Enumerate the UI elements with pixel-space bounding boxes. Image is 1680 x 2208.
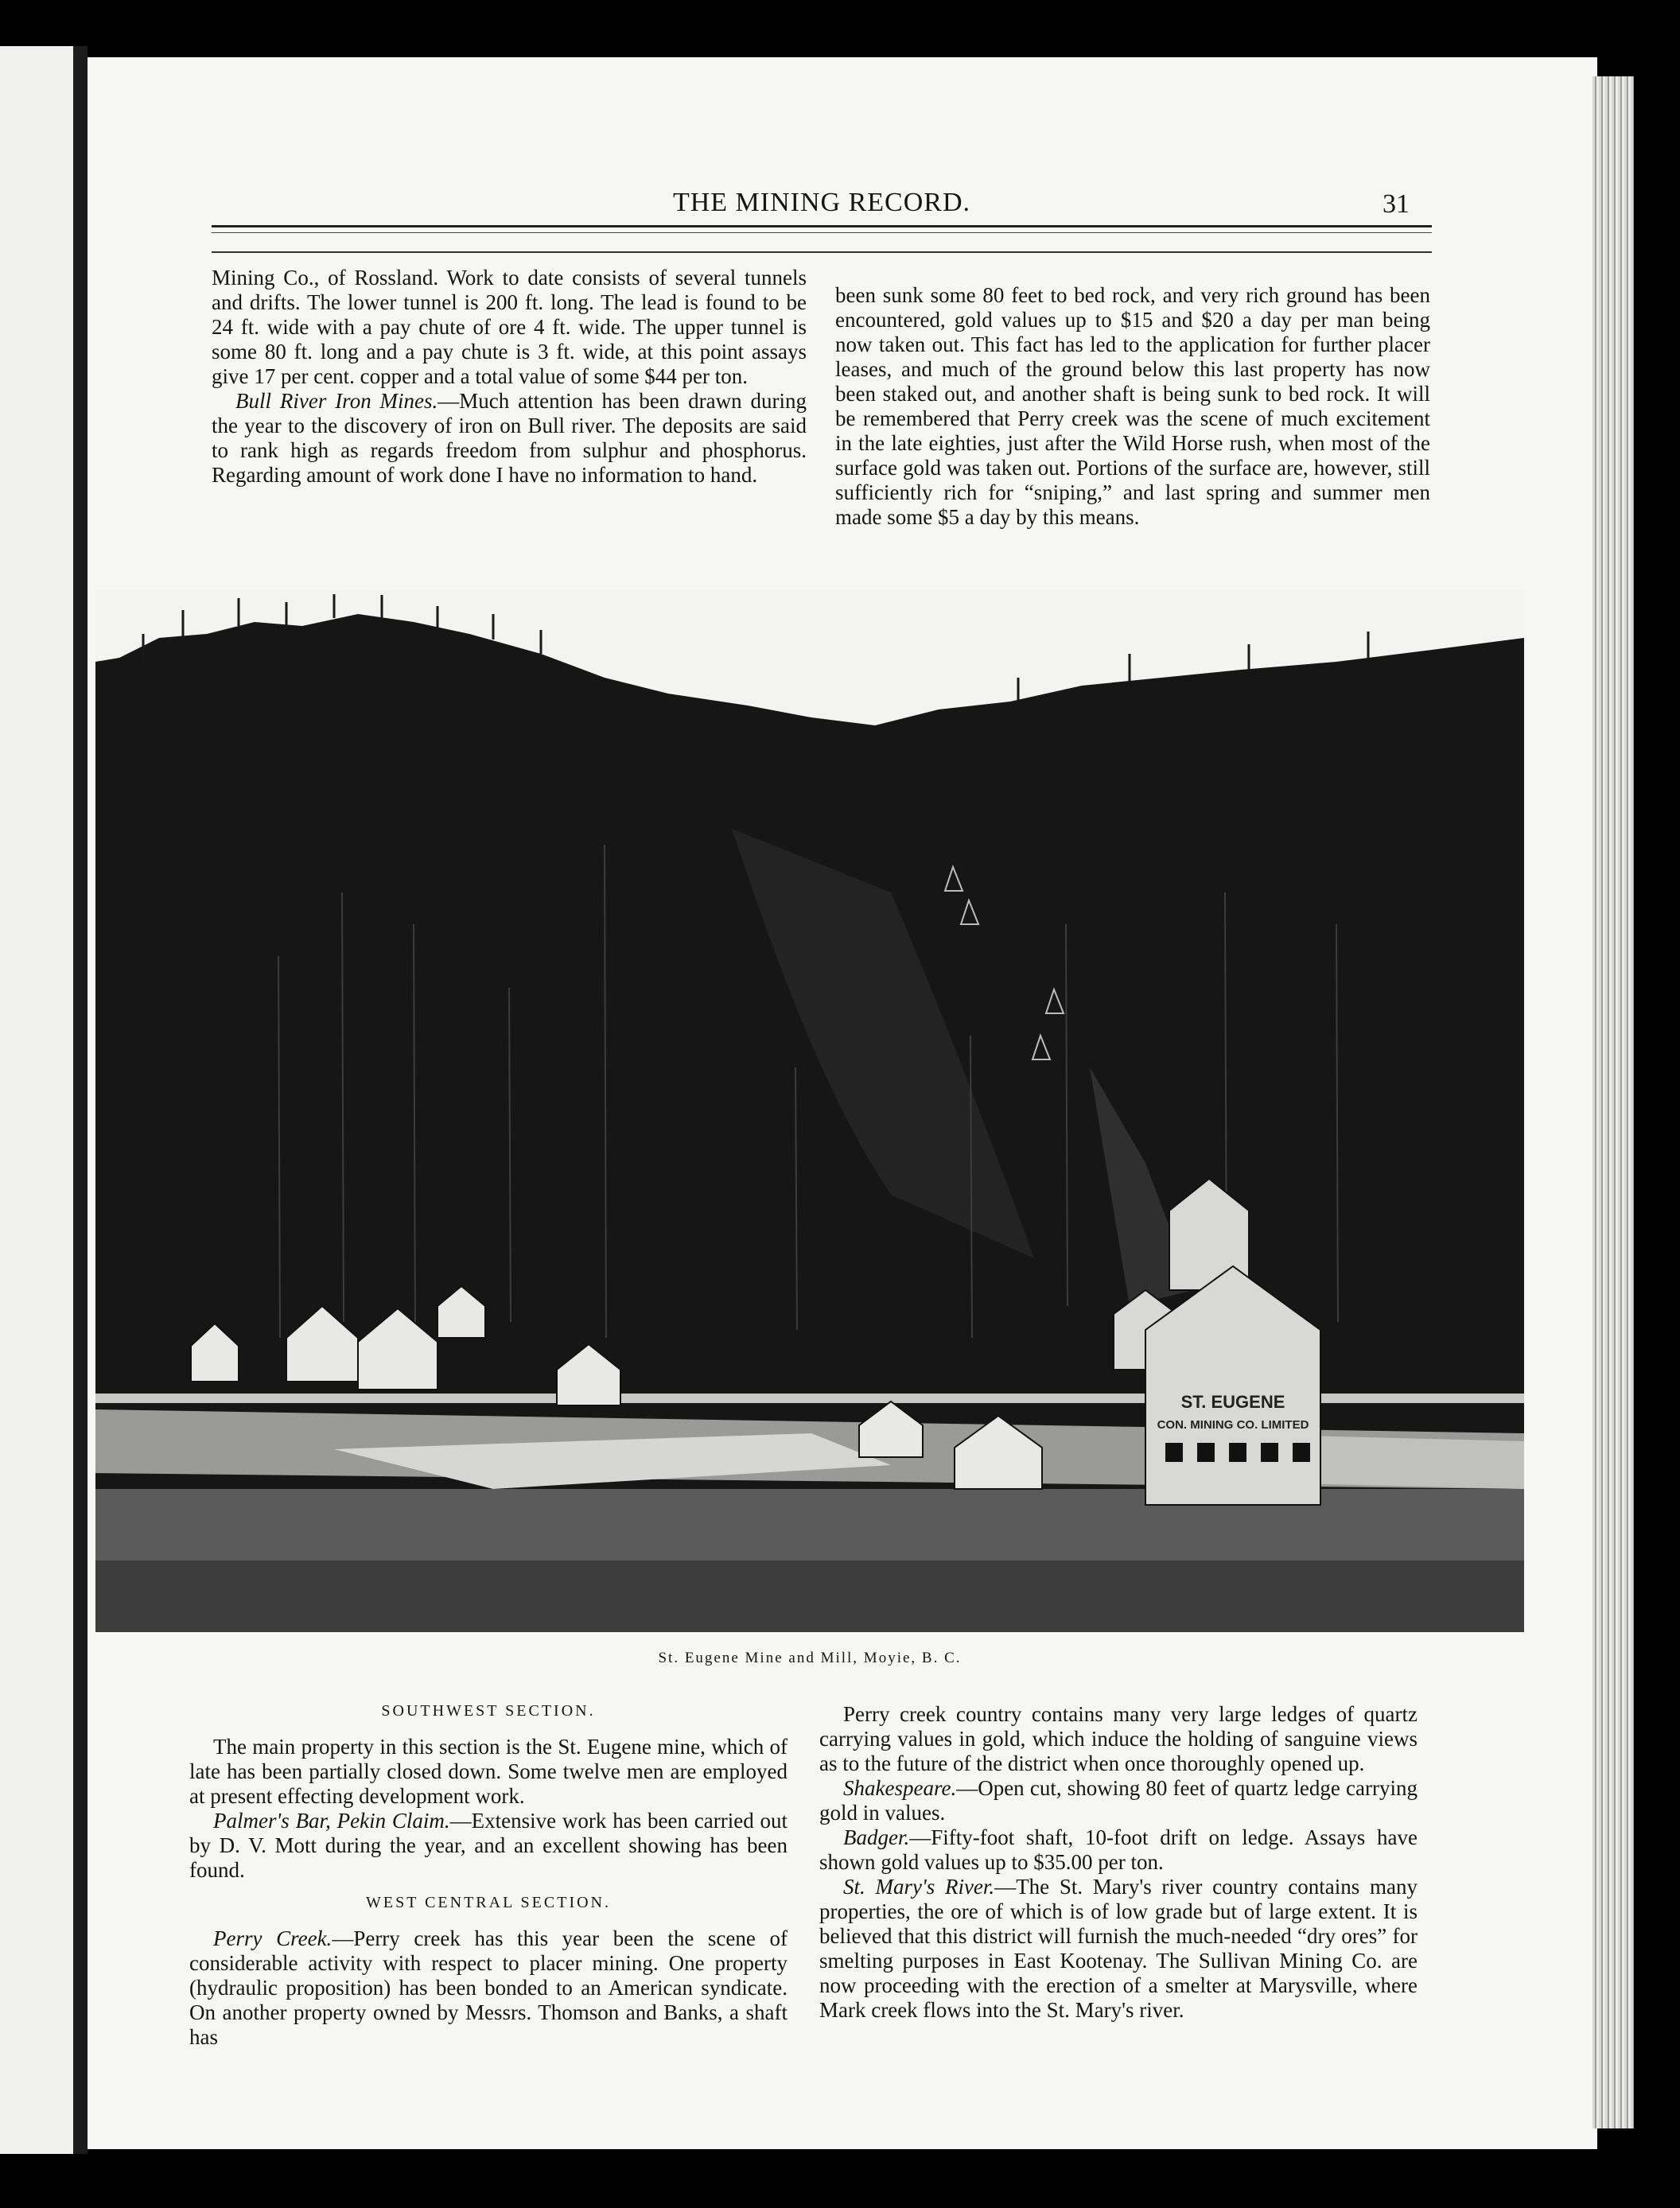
section-heading: SOUTHWEST SECTION. (381, 1702, 596, 1720)
header-rule-thin (212, 232, 1432, 233)
book-gutter (73, 46, 88, 2154)
journal-title: THE MINING RECORD. (672, 188, 971, 217)
header-rule-lower (212, 251, 1432, 253)
mill-sign-line1: ST. EUGENE (1180, 1392, 1285, 1412)
entry-heading: Bull River Iron Mines. (235, 389, 438, 413)
entry-heading: St. Mary's River. (843, 1875, 995, 1899)
entry-text: —Extensive work has been carried out by D. V. Mott during the year, and an excellent showing has been found. (189, 1809, 788, 1882)
paragraph: been sunk some 80 feet to bed rock, and very rich ground has been encountered, gold values up to $15 and $20 a day per man being now taken out. This fact has led to the application for further placer leases, and much of the ground below this last property has now been staked out, and another shaft is being sunk to bed rock. It will be remembered that Perry creek was the scene of much excitement in the late eighties, just after the Wild Horse rush, when most of the surface gold was taken out. Portions of the surface are, however, still sufficiently rich for “sniping,” and last spring and summer men made some $5 a day by this means. (835, 283, 1430, 529)
bottom-left-column (189, 1691, 788, 2050)
running-header (212, 188, 1432, 219)
entry-heading: Palmer's Bar, Pekin Claim. (213, 1809, 450, 1833)
paragraph (189, 1809, 788, 1883)
entry-text: —Fifty-foot shaft, 10-foot drift on ledge. Assays have shown gold values up to $35.00 per ton. (819, 1825, 1418, 1874)
paragraph (819, 1875, 1418, 2023)
mill-sign-line2: CON. MINING CO. LIMITED (1157, 1418, 1309, 1432)
section-heading: WEST CENTRAL SECTION. (366, 1894, 611, 1911)
bottom-right-column (819, 1702, 1418, 2023)
paragraph (819, 1776, 1418, 1825)
top-left-column (212, 266, 807, 488)
entry-heading: Badger. (843, 1825, 910, 1849)
entry-heading: Shakespeare. (843, 1776, 957, 1800)
paragraph: The main property in this section is the St. Eugene mine, which of late has been partially closed down. Some twelve men are employed at present effecting development work. (189, 1735, 788, 1808)
entry-heading: Perry Creek. (213, 1926, 332, 1950)
paragraph (212, 389, 807, 488)
paragraph (189, 1926, 788, 2050)
entry-text: —Open cut, showing 80 feet of quartz ledge carrying gold in values. (819, 1776, 1418, 1825)
photo-caption: St. Eugene Mine and Mill, Moyie, B. C. (658, 1650, 962, 1666)
page-number: 31 (1382, 189, 1410, 219)
page-edges (1592, 76, 1634, 2128)
header-rule (212, 225, 1432, 227)
facing-page (0, 46, 80, 2154)
paragraph: Mining Co., of Rossland. Work to date consists of several tunnels and drifts. The lower tunnel is 200 ft. long. The lead is found to be 24 ft. wide with a pay chute of ore 4 ft. wide. The upper tunnel is some 80 ft. long and a pay chute is 3 ft. wide, at this point assays give 17 per cent. copper and a total value of some $44 per ton. (212, 266, 807, 388)
paragraph (819, 1825, 1418, 1875)
entry-text: —Perry creek has this year been the scene of considerable activity with respect to placer mining. One property (hydraulic proposition) has been bonded to an American syndicate. On another property owned by Messrs. Thomson and Banks, a shaft has (189, 1926, 788, 2049)
mine-photograph (95, 590, 1524, 1632)
top-right-column (835, 283, 1430, 530)
paragraph: Perry creek country contains many very large ledges of quartz carrying values in gold, which induce the holding of sanguine views as to the future of the district when once thoroughly opened up. (819, 1702, 1418, 1775)
entry-text: —The St. Mary's river country contains many properties, the ore of which is of low grade but of large extent. It is believed that this district will furnish the much-needed “dry ores” for smelting purposes in East Kootenay. The Sullivan Mining Co. are now proceeding with the erection of a smelter at Marysville, where Mark creek flows into the St. Mary's river. (819, 1875, 1418, 2022)
entry-text: —Much attention has been drawn during the year to the discovery of iron on Bull river. The deposits are said to rank high as regards freedom from sulphur and phosphorus. Regarding amount of work done I have no information to hand. (212, 389, 807, 487)
